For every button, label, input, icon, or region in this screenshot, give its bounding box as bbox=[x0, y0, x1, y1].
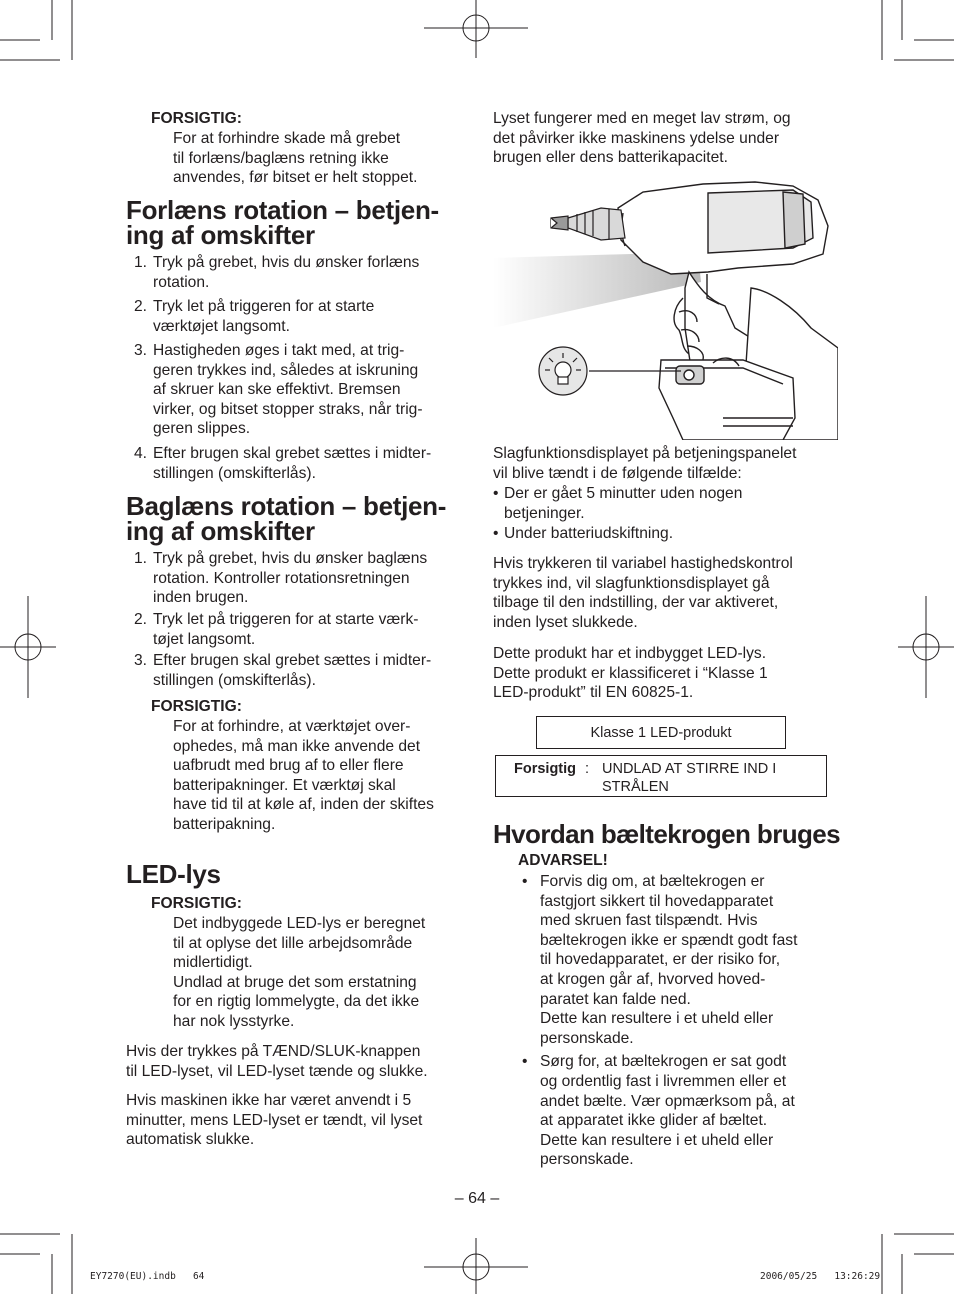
list-item: 2. Tryk let på triggeren for at starte værk- tøjet langsomt. bbox=[134, 611, 419, 648]
impact-driver-icon bbox=[618, 182, 838, 440]
list-item: • Forvis dig om, at bæltekrogen er fastgjort sikkert til hovedapparatet med skruen fast tilspændt. Hvis bæltekrogen ikke er spændt godt fast til hovedapparatet, er der risiko for, at krogen går af, hvorved hoved- paratet kan falde ned. Dette kan resultere i et uheld eller personskade. bbox=[522, 873, 798, 1047]
caution-text: For at forhindre skade må grebet til forlæns/baglæns retning ikke anvendes, før bitset er helt stoppet. bbox=[173, 130, 418, 187]
paragraph: Hvis trykkeren til variabel hastighedskontrol trykkes ind, vil slagfunktionsdisplayet gå tilbage til den indstilling, der var aktiveret, inden lyset slukkede. bbox=[493, 555, 793, 631]
warning-label: ADVARSEL! bbox=[518, 852, 608, 869]
caution-text: Det indbyggede LED-lys er beregnet til at oplyse det lille arbejdsområde midlertidigt. Undlad at bruge det som erstatning for en rigtig lommelygte, da det ikke har nok lysstyrke. bbox=[173, 915, 426, 1030]
bullet-dot-icon: • bbox=[493, 485, 499, 502]
warning-colon: : bbox=[585, 761, 590, 777]
list-item: • Sørg for, at bæltekrogen er sat godt og ordentlig fast i livremmen eller et andet bælte. Vær opmærksom på, at at apparatet ikke glider af bæltet. Dette kan resultere i et uheld eller personskade. bbox=[522, 1053, 795, 1169]
footer-file-info: EY7270(EU).indb 64 bbox=[90, 1271, 205, 1282]
list-item: 3. Efter brugen skal grebet sættes i midter- stillingen (omskifterlås). bbox=[134, 652, 432, 689]
section-heading-forward-rotation: Forlæns rotation – betjen- ing af omskifter bbox=[126, 195, 439, 250]
caution-text: For at forhindre, at værktøjet over- ophedes, må man ikke anvende det uafbrudt med brug af to eller flere batteripakninger. Et værktøj skal have tid til at køle af, inden der skiftes batteripakning. bbox=[173, 718, 434, 833]
bullet-list bbox=[493, 484, 828, 544]
screwdriver-bit-icon bbox=[551, 208, 625, 240]
section-heading-reverse-rotation: Baglæns rotation – betjen- ing af omskifter bbox=[126, 491, 447, 546]
page-number: – 64 – bbox=[454, 1190, 500, 1207]
bullet-dot-icon: • bbox=[493, 525, 499, 543]
list-item: • Der er gået 5 minutter uden nogen betjeninger. bbox=[493, 485, 743, 522]
warning-label: Forsigtig bbox=[514, 761, 577, 777]
warning-text: UNDLAD AT STIRRE IND I STRÅLEN bbox=[602, 761, 777, 795]
paragraph: Hvis der trykkes på TÆND/SLUK-knappen til LED-lyset, vil LED-lyset tænde og slukke. bbox=[126, 1043, 428, 1080]
belt-warning-list bbox=[522, 872, 828, 1170]
section-heading-belt-hook: Hvordan bæltekrogen bruges bbox=[493, 819, 841, 849]
list-item: 4. Efter brugen skal grebet sættes i midter- stillingen (omskifterlås). bbox=[134, 445, 432, 482]
paragraph: Lyset fungerer med en meget lav strøm, og det påvirker ikke maskinens ydelse under brugen eller dens batterikapacitet. bbox=[493, 110, 791, 167]
list-item: 3. Hastigheden øges i takt med, at trig- geren trykkes ind, således at iskruning af skruer kan ske effektivt. Bremsen virker, og bitset stopper straks, når trig- geren slippes. bbox=[134, 342, 423, 438]
paragraph: Hvis maskinen ikke har været anvendt i 5 minutter, mens LED-lyset er tændt, vil lyset automatisk slukke. bbox=[126, 1092, 423, 1149]
caution-label: FORSIGTIG: bbox=[151, 895, 242, 912]
list-item: 1. Tryk på grebet, hvis du ønsker baglæns rotation. Kontroller rotationsretningen inden brugen. bbox=[134, 550, 428, 607]
list-item: 1. Tryk på grebet, hvis du ønsker forlæns rotation. bbox=[134, 254, 420, 291]
section-heading-led-light: LED-lys bbox=[126, 859, 221, 889]
warning-label-box bbox=[495, 755, 827, 797]
footer-timestamp: 2006/05/25 13:26:29 bbox=[760, 1271, 881, 1282]
bullet-dot-icon: • bbox=[522, 873, 528, 890]
impact-driver-illustration bbox=[493, 178, 838, 440]
list-item: 2. Tryk let på triggeren for at starte værktøjet langsomt. bbox=[134, 298, 375, 335]
bullet-dot-icon: • bbox=[522, 1053, 528, 1071]
caution-label: FORSIGTIG: bbox=[151, 698, 242, 715]
caution-label: FORSIGTIG: bbox=[151, 110, 242, 127]
class-label-box: Klasse 1 LED-produkt bbox=[536, 716, 786, 749]
paragraph: Dette produkt har et indbygget LED-lys. Dette produkt er klassificeret i “Klasse 1 LED-produkt” til EN 60825-1. bbox=[493, 645, 768, 702]
list-item: • Under batteriudskiftning. bbox=[493, 525, 674, 543]
paragraph: Slagfunktionsdisplayet på betjeningspanelet vil blive tændt i de følgende tilfælde: bbox=[493, 445, 797, 482]
